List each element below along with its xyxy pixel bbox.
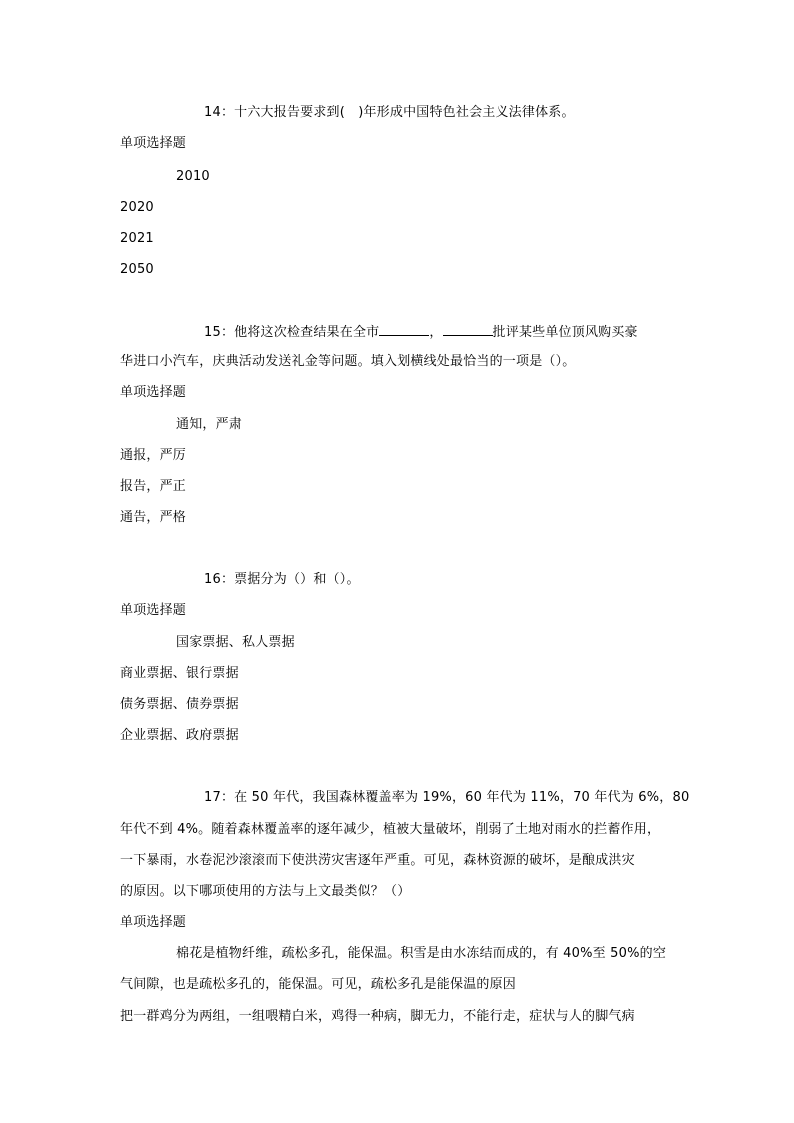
- question-14-option-a: 2010: [176, 169, 210, 184]
- stem-part-b: ，: [429, 325, 443, 340]
- question-17-option-b: 把一群鸡分为两组，一组喂精白米，鸡得一种病，脚无力，不能行走，症状与人的脚气病: [120, 1009, 635, 1024]
- question-17-stem-line-2: 年代不到 4%。随着森林覆盖率的逐年减少，植被大量破坏，削弱了土地对雨水的拦蓄作用，: [120, 822, 661, 837]
- question-15-option-b: 通报，严厉: [120, 448, 187, 463]
- question-15-type: 单项选择题: [120, 385, 187, 400]
- question-15-option-c: 报告，严正: [120, 479, 187, 494]
- question-14-option-d: 2050: [120, 262, 154, 277]
- question-14-option-b: 2020: [120, 200, 154, 215]
- question-17-option-a-line-1: 棉花是植物纤维，疏松多孔，能保温。积雪是由水冻结而成的，有 40%至 50%的空: [176, 946, 667, 961]
- question-15-stem-line-2: 华进口小汽车，庆典活动发送礼金等问题。填入划横线处最恰当的一项是（）。: [120, 354, 576, 369]
- question-15-option-a: 通知，严肃: [176, 417, 243, 432]
- question-15-option-d: 通告，严格: [120, 510, 187, 525]
- question-14-option-c: 2021: [120, 231, 154, 246]
- question-17-stem-line-3: 一下暴雨，水卷泥沙滚滚而下使洪涝灾害逐年严重。可见，森林资源的破坏，是酿成洪灾: [120, 853, 635, 868]
- stem-part-a: 15：他将这次检查结果在全市: [204, 325, 380, 340]
- question-16-stem: 16：票据分为（）和（）。: [204, 572, 360, 587]
- fill-blank-2: [443, 323, 493, 336]
- stem-part-c: 批评某些单位顶风购买豪: [492, 325, 638, 340]
- question-17-type: 单项选择题: [120, 915, 187, 930]
- question-17-stem-line-1: 17：在 50 年代，我国森林覆盖率为 19%，60 年代为 11%，70 年代为 6%，80: [204, 790, 690, 805]
- question-16-option-c: 债务票据、债券票据: [120, 697, 239, 712]
- question-15-stem-line-1: [204, 323, 638, 341]
- question-16-option-a: 国家票据、私人票据: [176, 635, 295, 650]
- question-16-option-b: 商业票据、银行票据: [120, 666, 239, 681]
- question-16-option-d: 企业票据、政府票据: [120, 728, 239, 743]
- question-17-option-a-line-2: 气间隙，也是疏松多孔的，能保温。可见，疏松多孔是能保温的原因: [120, 977, 517, 992]
- question-16-type: 单项选择题: [120, 603, 187, 618]
- question-14-type: 单项选择题: [120, 136, 187, 151]
- question-14-stem: 14：十六大报告要求到( )年形成中国特色社会主义法律体系。: [204, 105, 575, 120]
- question-17-stem-line-4: 的原因。以下哪项使用的方法与上文最类似？（）: [120, 884, 411, 899]
- fill-blank-1: [379, 323, 429, 336]
